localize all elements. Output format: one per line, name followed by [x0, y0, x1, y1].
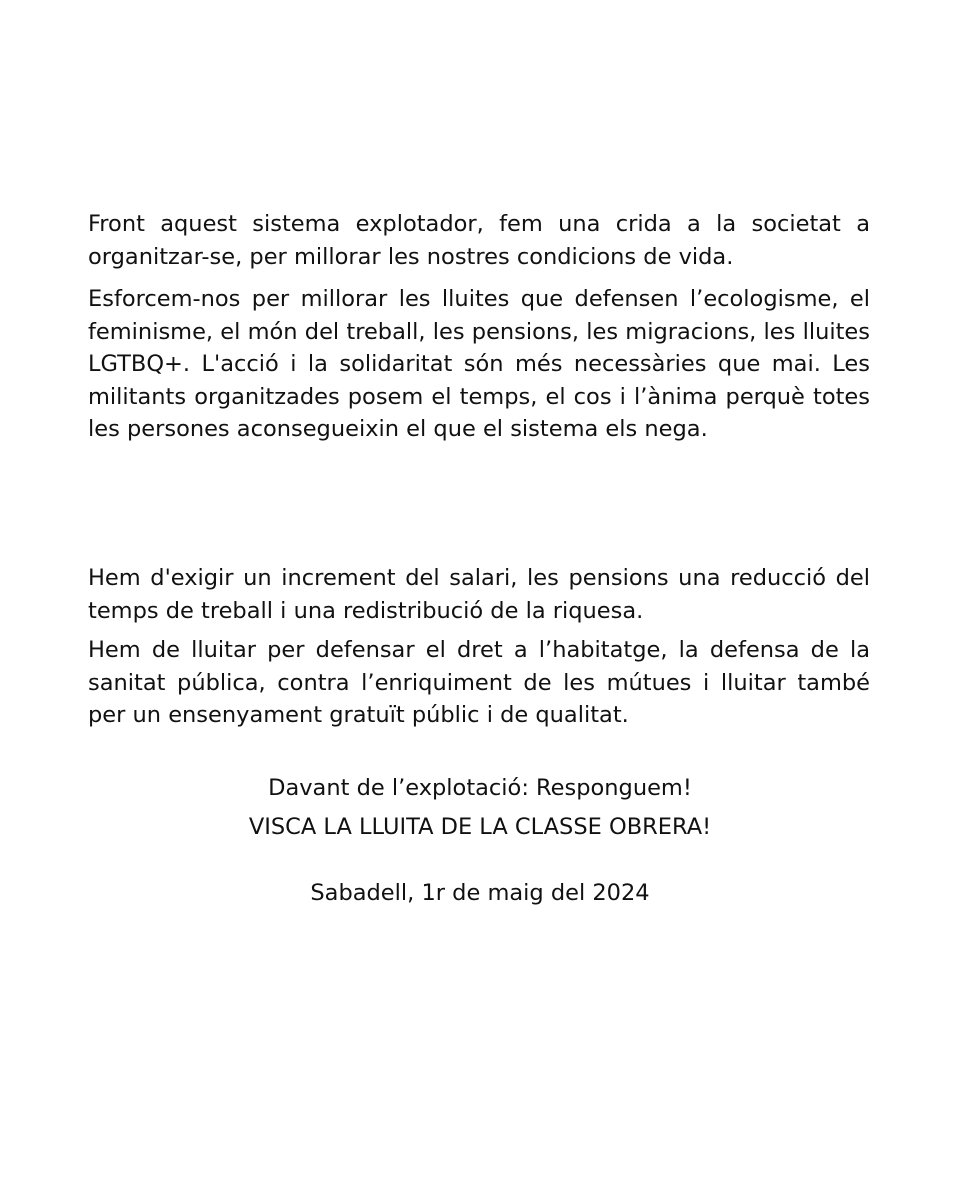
slogan-respond: Davant de l’explotació: Responguem! [268, 775, 692, 801]
paragraph-rights: Hem de lluitar per defensar el dret a l’habitatge, la defensa de la sanitat pública, contra l’enriquiment de les mútues i lluitar també per un ensenyament gratuït públic i de qualitat. [88, 637, 870, 728]
slogan-working-class: VISCA LA LLUITA DE LA CLASSE OBRERA! [248, 814, 712, 840]
paragraph-struggles: Esforcem-nos per millorar les lluites que defensen l’ecologisme, el feminisme, el món del treball, les pensions, les migracions, les lluites LGTBQ+. L'acció i la solidaritat són més necessàries que mai. Les militants organitzades posem el temps, el cos i l’ànima perquè totes les persones aconsegueixin el que el sistema els nega. [88, 286, 870, 442]
paragraph-demands: Hem d'exigir un increment del salari, les pensions una reducció del temps de treball i una redistribució de la riquesa. [88, 565, 870, 624]
place-date-signature: Sabadell, 1r de maig del 2024 [310, 880, 650, 906]
paragraph-intro: Front aquest sistema explotador, fem una crida a la societat a organitzar-se, per millorar les nostres condicions de vida. [88, 211, 870, 270]
